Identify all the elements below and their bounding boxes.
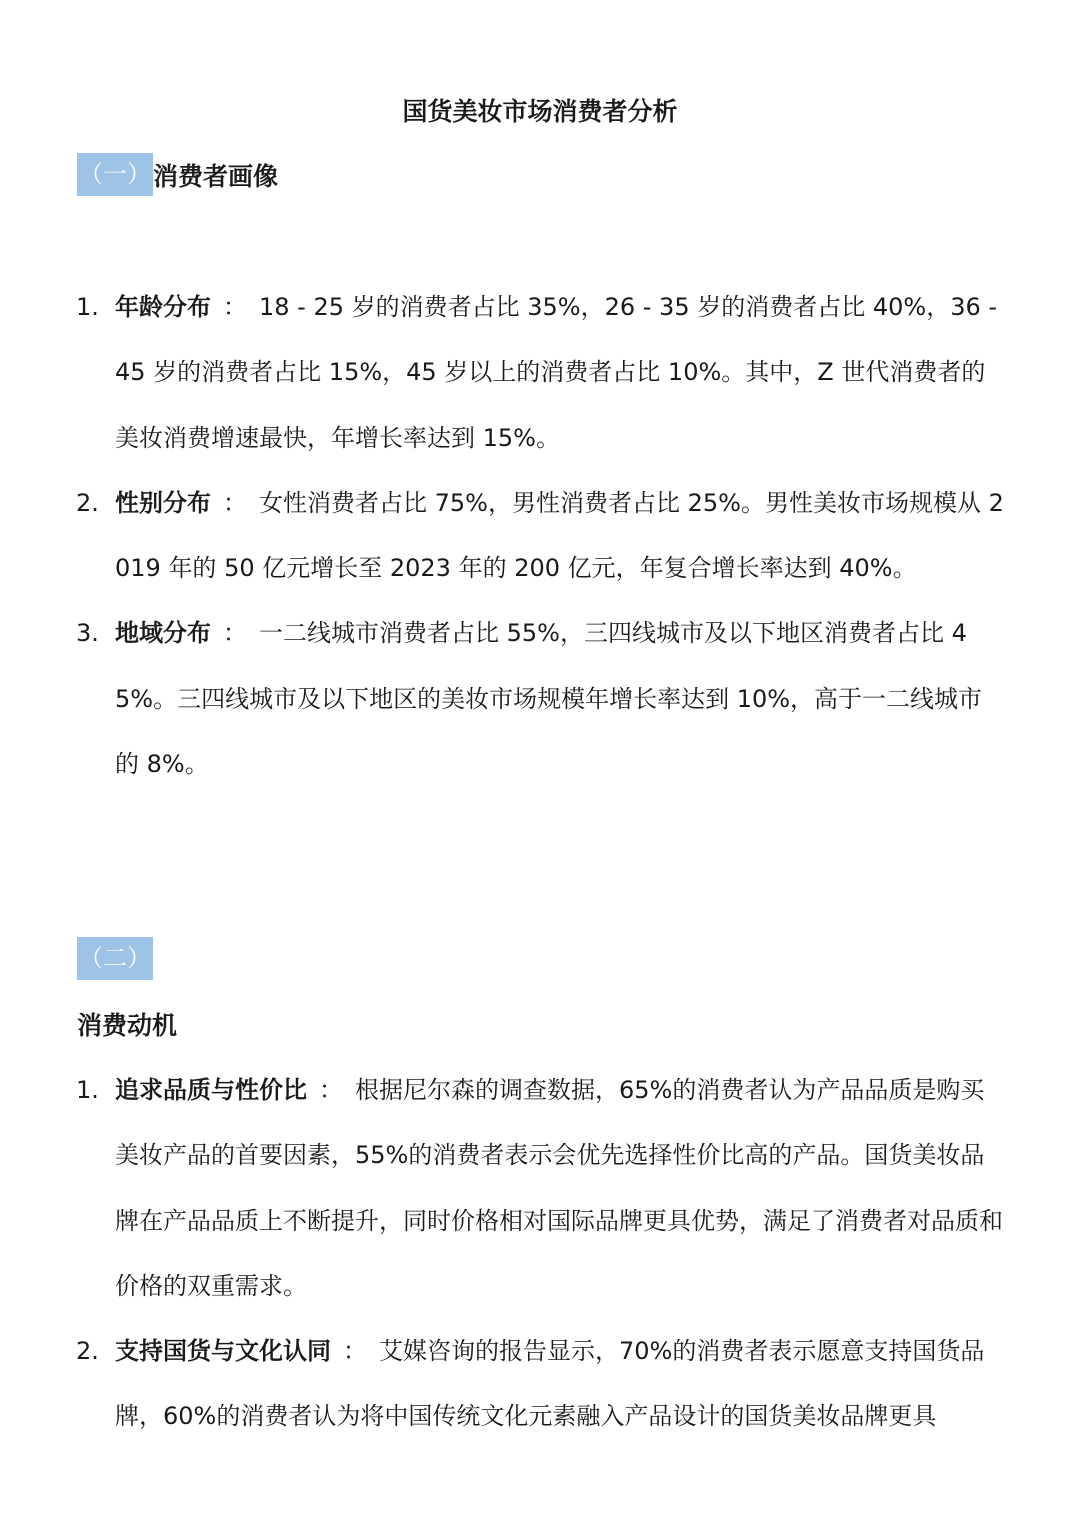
page-title: 国货美妆市场消费者分析 [402,97,678,126]
list-item-separator: ： [319,1076,343,1104]
list-item-separator: ： [343,1337,367,1366]
list-item-label: 追求品质与性价比 [115,1076,307,1104]
list-item [76,601,1006,797]
section-heading-2: 消费动机 [77,1011,178,1040]
consumer-motivation-list [76,1058,1006,1450]
list-item-number: 1. [76,293,99,321]
list-item [76,1319,1006,1450]
list-item [76,275,1006,471]
list-item-label: 支持国货与文化认同 [115,1337,331,1366]
section-tag-1: （一） [77,153,153,196]
list-item-text: 一二线城市消费者占比 55%，三四线城市及以下地区消费者占比 45%。三四线城市及以下地区的美妆市场规模年增长率达到 10%，高于一二线城市的 8%。 [115,619,983,779]
list-item-number: 3. [76,619,99,648]
list-item-number: 2. [76,1337,99,1366]
list-item-separator: ： [223,293,247,321]
list-item-text: 艾媒咨询的报告显示，70%的消费者表示愿意支持国货品牌，60%的消费者认为将中国传统文化元素融入产品设计的国货美妆品牌更具 [115,1337,985,1431]
list-item-number: 2. [76,488,99,517]
section-tag-2: （二） [77,937,153,980]
list-item [76,1058,1006,1319]
list-item-label: 年龄分布 [115,293,211,321]
list-item-text: 18 - 25 岁的消费者占比 35%，26 - 35 岁的消费者占比 40%，36 - 45 岁的消费者占比 15%，45 岁以上的消费者占比 10%。其中，Z 世代消费者的美妆消费增速最快，年增长率达到 15%。 [115,293,998,452]
list-item [76,471,1006,602]
list-item-text: 根据尼尔森的调查数据，65%的消费者认为产品品质是购买美妆产品的首要因素，55%的消费者表示会优先选择性价比高的产品。国货美妆品牌在产品品质上不断提升，同时价格相对国际品牌更具优势，满足了消费者对品质和价格的双重需求。 [115,1076,1003,1300]
list-item-separator: ： [223,488,247,517]
list-item-label: 地域分布 [115,619,211,648]
section-heading-1: 消费者画像 [153,162,279,191]
list-item-label: 性别分布 [115,488,211,517]
list-item-separator: ： [223,619,247,648]
list-item-number: 1. [76,1076,99,1104]
consumer-profile-list [76,275,1006,797]
list-item-text: 女性消费者占比 75%，男性消费者占比 25%。男性美妆市场规模从 2019 年的 50 亿元增长至 2023 年的 200 亿元，年复合增长率达到 40%。 [115,488,1004,583]
